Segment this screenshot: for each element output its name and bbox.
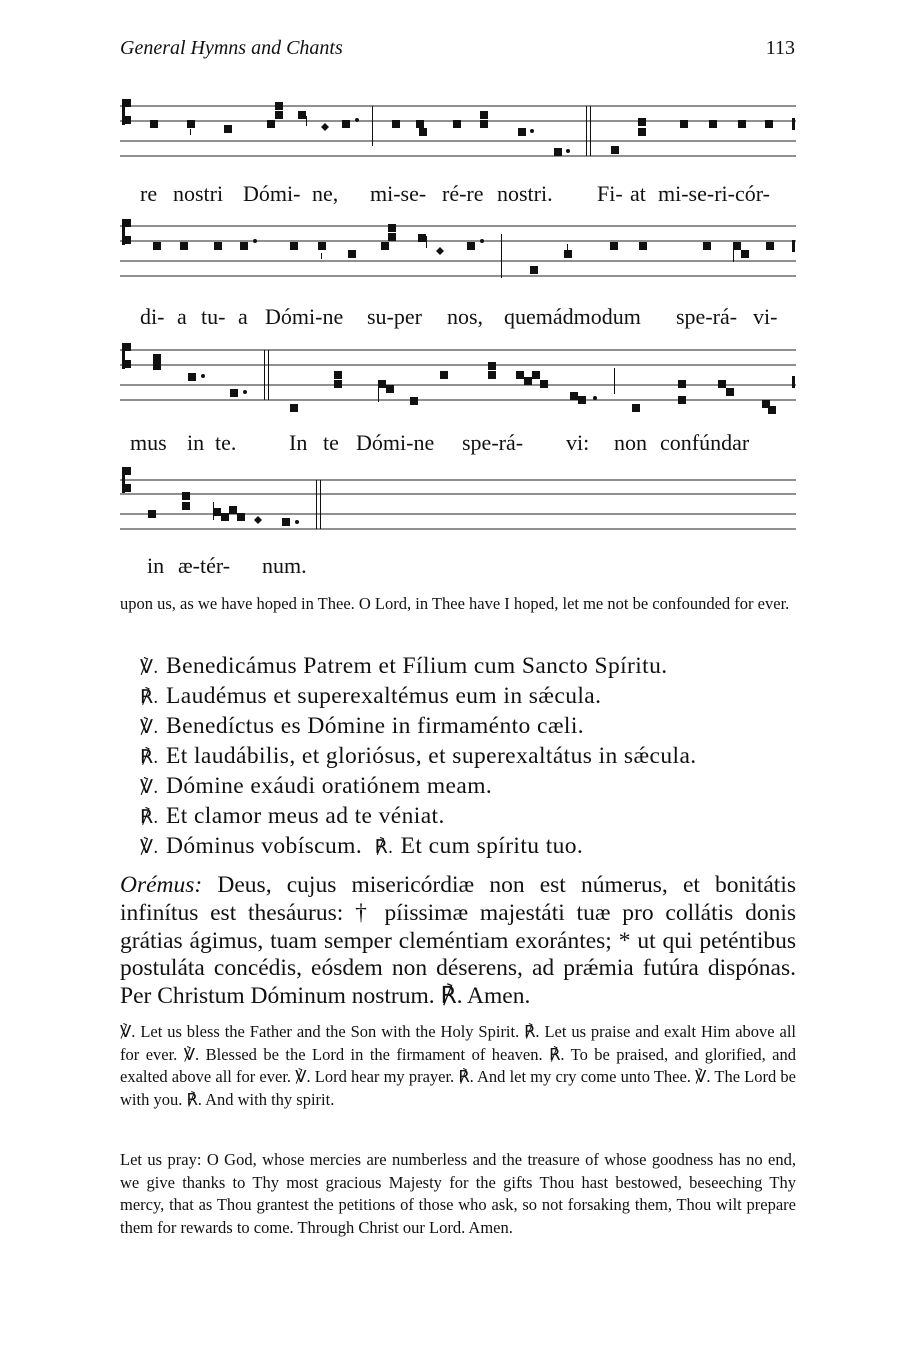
syllable: quemádmodum: [504, 304, 641, 329]
versicle-line: [140, 772, 800, 802]
syllable: Fi-: [597, 181, 623, 206]
oremus-prayer: [120, 872, 796, 1011]
chant-staff-4-svg: [120, 462, 796, 532]
english-prayer: Let us pray: O God, whose mercies are numberless and the treasure of whose goodness has no end, we give thanks to Thy most gracious Majesty for the gifts Thou hast bestowed, beseeching Thy mercy, that as Thou grantest the petitions of those who ask, so not forsaking them, Thou wilt prepare them for rewards to come. Through Christ our Lord. Amen.: [120, 1150, 796, 1237]
syllable: vi:: [566, 430, 590, 455]
response-text: Laudémus et superexaltémus eum in sǽcula.: [166, 683, 602, 709]
chant-lyrics-4: [120, 553, 796, 581]
response-symbol: ℟.: [140, 687, 159, 708]
syllable: spe-rá-: [676, 304, 738, 329]
syllable: nostri: [173, 181, 224, 206]
chant-staff-3: [120, 340, 796, 410]
response-line: [140, 802, 800, 832]
syllable: Dómi-ne: [356, 430, 435, 455]
versicle-symbol: ℣.: [140, 837, 159, 858]
response-line: [140, 682, 800, 712]
staff-lines: [120, 480, 796, 529]
chant-staff-1-svg: [120, 96, 796, 166]
syllable: confúndar: [660, 430, 750, 455]
neumes: [150, 102, 795, 156]
response-symbol: ℟.: [140, 807, 159, 828]
do-clef-icon: [122, 99, 131, 125]
versicle-symbol: ℣.: [140, 657, 159, 678]
response-line: [140, 742, 800, 772]
syllable: num.: [262, 553, 307, 578]
running-head-title: General Hymns and Chants: [120, 37, 343, 59]
oremus-text: Deus, cujus misericórdiæ non est númerus, et bonitátis infinítus est thesáurus: † píissimæ majestáti tuæ pro collátis donis grátias ágimus, tuam semper cleméntiam exorántes; * ut qui peténtibus postuláta concédis, eósdem non déserens, ad prǽmia futúra dispónas. Per Christum Dóminum nostrum. ℟. Amen.: [120, 872, 796, 1010]
syllable: nos,: [447, 304, 484, 329]
versicle-text: Dómine exáudi oratiónem meam.: [166, 773, 493, 799]
syllable: tu-: [201, 304, 226, 329]
neumes: [148, 480, 321, 529]
syllable: te.: [215, 430, 237, 455]
chant-staff-2-svg: [120, 216, 796, 286]
response-text: Et cum spíritu tuo.: [400, 833, 584, 859]
syllable: in: [147, 553, 165, 578]
oremus-lead: Orémus:: [120, 872, 203, 898]
english-versicles: ℣. Let us bless the Father and the Son with the Holy Spirit. ℟. Let us praise and exalt Him above all for ever. ℣. Blessed be the Lord in the firmament of heaven. ℟. To be praised, and glorified, and exalted above all for ever. ℣. Lord hear my prayer. ℟. And let my cry come unto Thee. ℣. The Lord be with you. ℟. And with thy spirit.: [120, 1022, 796, 1109]
page-number: 113: [765, 37, 795, 59]
staff-lines: [120, 106, 796, 156]
syllable: mus: [130, 430, 167, 455]
syllable: mi-se-ri-cór-: [658, 181, 770, 206]
syllable: mi-se-: [370, 181, 427, 206]
chant-translation: upon us, as we have hoped in Thee. O Lord, in Thee have I hoped, let me not be confounded for ever.: [120, 594, 790, 613]
versicle-symbol: ℣.: [140, 717, 159, 738]
neumes: [153, 224, 795, 278]
syllable: vi-: [753, 304, 778, 329]
syllable: spe-rá-: [462, 430, 524, 455]
staff-lines: [120, 226, 796, 276]
syllable: re: [140, 181, 158, 206]
do-clef-icon: [122, 219, 131, 245]
response-symbol: ℟.: [374, 837, 394, 858]
versicle-text: Benedicámus Patrem et Fílium cum Sancto Spíritu.: [166, 653, 668, 679]
chant-staff-1: [120, 96, 796, 166]
do-clef-icon: [122, 343, 131, 369]
chant-lyrics-1: [120, 181, 796, 209]
syllable: ré-re: [442, 181, 484, 206]
syllable: a: [177, 304, 187, 329]
versicle-text: Dóminus vobíscum.: [166, 833, 363, 859]
response-text: Et laudábilis, et gloriósus, et superexaltátus in sǽcula.: [166, 743, 697, 769]
syllable: at: [630, 181, 646, 206]
syllable: æ-tér-: [178, 553, 231, 578]
chant-staff-3-svg: [120, 340, 796, 415]
syllable: in: [187, 430, 205, 455]
chant-lyrics-2: [120, 304, 796, 332]
syllable: di-: [140, 304, 165, 329]
syllable: non: [614, 430, 647, 455]
syllable: Dómi-ne: [265, 304, 344, 329]
versicle-line: [140, 712, 800, 742]
versicle-line: [140, 652, 800, 682]
chant-lyrics-3: [120, 430, 796, 458]
versicle-text: Benedíctus es Dómine in firmaménto cæli.: [166, 713, 585, 739]
syllable: In: [289, 430, 308, 455]
syllable: Dómi-: [243, 181, 301, 206]
response-text: Et clamor meus ad te véniat.: [166, 803, 445, 829]
chant-staff-2: [120, 216, 796, 286]
versicle-symbol: ℣.: [140, 777, 159, 798]
syllable: ne,: [312, 181, 339, 206]
syllable: te: [323, 430, 339, 455]
versicle-line: [140, 832, 800, 862]
syllable: nostri.: [497, 181, 553, 206]
chant-staff-4: [120, 462, 796, 532]
neumes: [153, 350, 795, 414]
staff-lines: [120, 350, 796, 400]
versicles-block: [140, 652, 800, 862]
response-symbol: ℟.: [140, 747, 159, 768]
syllable: a: [238, 304, 248, 329]
syllable: su-per: [367, 304, 422, 329]
